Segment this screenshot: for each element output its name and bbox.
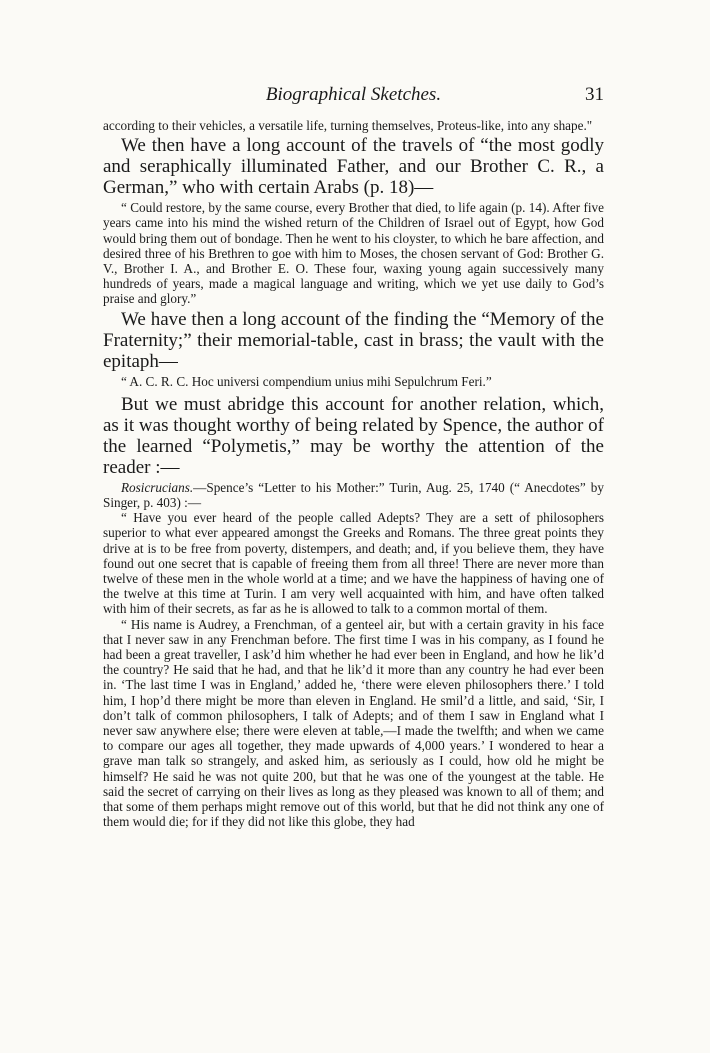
paragraph-relation: But we must abridge this account for another relation, which, as it was thought worthy of being related by Spence, the author of the learned “Polymetis,” may be worthy the attention of the reader :— — [103, 393, 604, 478]
quote-audrey: “ His name is Audrey, a Frenchman, of a genteel air, but with a certain gravity in his face that I never saw in any Frenchman before. The first time I was in his company, as I found he had been a great traveller, I ask’d him whether he had ever been in England, and how he lik’d the country? He said that he had, and that he lik’d it more than any country he had ever been in. ‘The last time I was in England,’ added he, ‘there were eleven philosophers there.’ I told him, I hop’d there might be more than eleven in England. He smil’d a little, and said, ‘Sir, I don’t talk of common philosophers, I talk of Adepts; and of them I saw in England what I never saw anywhere else; there were eleven at table,—I made the twelfth; and when we came to compare our ages all together, they made upwards of 4,000 years.’ I wondered to hear a grave man talk so strangely, and asked him, as seriously as I could, how old he might be himself? He said he was not quite 200, but that he was one of the youngest at the table. He said the secret of carrying on their lives as long as they pleased was known to all of them; and that some of them perhaps might remove out of this world, but that he did not think any one of them would die; for if they did not like this globe, they had — [103, 616, 604, 830]
running-title: Biographical Sketches. — [265, 84, 442, 105]
rosicrucians-heading: Rosicrucians. — [121, 479, 194, 495]
paragraph-memory: We have then a long account of the finding the “Memory of the Fraternity;” their memorial-table, cast in brass; the vault with the epitaph— — [103, 308, 604, 372]
paragraph-rosicrucians — [103, 480, 604, 510]
paragraph-continued: according to their vehicles, a versatile life, turning themselves, Proteus-like, into any shape." — [103, 118, 593, 133]
paragraph-travels: We then have a long account of the travels of “the most godly and seraphically illuminated Father, and our Brother C. R., a German,” who with certain Arabs (p. 18)— — [103, 135, 604, 199]
page-header — [103, 84, 604, 118]
quote-brothers: “ Could restore, by the same course, every Brother that died, to life again (p. 14). After five years came into his mind the wished return of the Children of Israel out of Egypt, how God would bring them out of bondage. Then he went to his cloyster, to which he bare affection, and desired three of his Brethren to goe with him to Moses, the chosen servant of God: Brother G. V., Brother I. A., and Brother E. O. These four, waxing young again successively many hundreds of years, made a magical language and writing, which we yet use daily to God’s praise and glory.” — [103, 200, 604, 307]
quote-adepts: “ Have you ever heard of the people called Adepts? They are a sett of philosophers superior to what ever appeared amongst the Greeks and Romans. The three great points they drive at is to be free from poverty, distempers, and death; and, if you believe them, they have found out one secret that is capable of freeing them from all three! There are never more than twelve of these men in the whole world at a time; and we have the happiness of having one of the twelve at this time at Turin. I am very well acquainted with him, and have often talked with him of their secrets, as far as he is allowed to talk to a common mortal of them. — [103, 510, 604, 617]
page-number: 31 — [585, 84, 604, 105]
quote-epitaph: “ A. C. R. C. Hoc universi compendium unius mihi Sepulchrum Feri.” — [121, 373, 492, 389]
rosicrucians-source: —Spence’s “Letter to his Mother:” Turin, Aug. 25, 1740 (“ Anecdotes” by Singer, p. 403) :— — [103, 479, 604, 511]
